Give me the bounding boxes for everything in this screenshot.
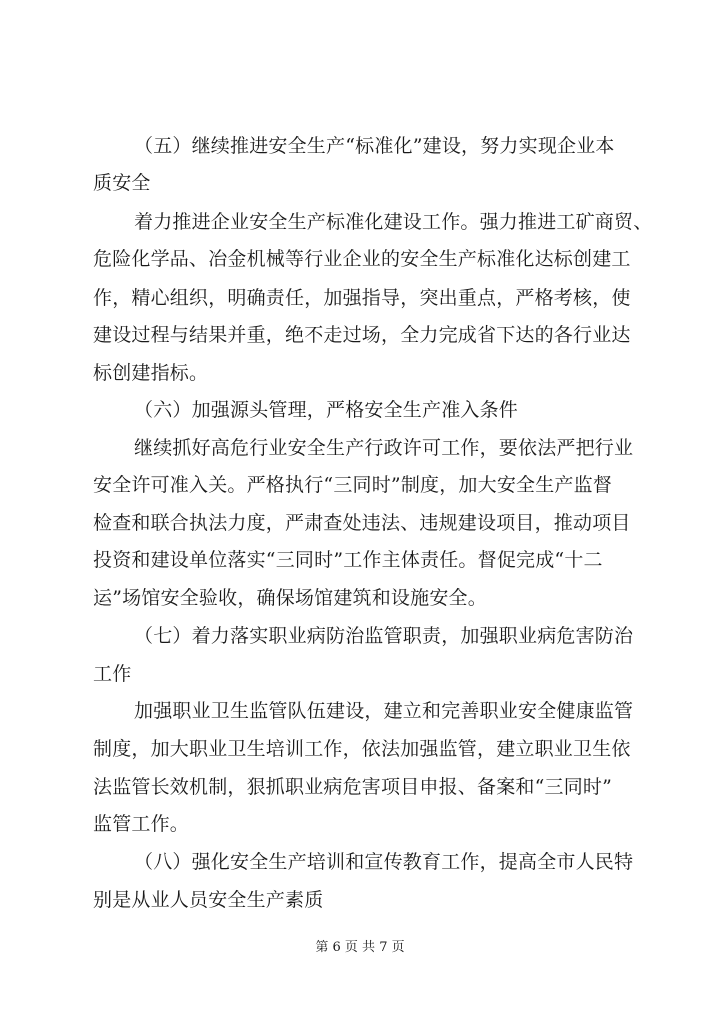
text-line: 质安全 bbox=[93, 172, 151, 194]
text-line: 别是从业人员安全生产素质 bbox=[93, 889, 324, 911]
text-line: 法监管长效机制，狠抓职业病危害项目申报、备案和“三同时” bbox=[93, 776, 613, 798]
text-line: （五）继续推进安全生产“标准化”建设，努力实现企业本 bbox=[134, 135, 615, 157]
text-line: 继续抓好高危行业安全生产行政许可工作，要依法严把行业 bbox=[134, 437, 634, 459]
text-line: 危险化学品、冶金机械等行业企业的安全生产标准化达标创建工 bbox=[93, 248, 631, 270]
text-line: 建设过程与结果并重，绝不走过场，全力完成省下达的各行业达 bbox=[93, 324, 631, 346]
text-line: （八）强化安全生产培训和宣传教育工作，提高全市人民特 bbox=[134, 851, 634, 873]
text-line: 制度，加大职业卫生培训工作，依法加强监管，建立职业卫生依 bbox=[93, 738, 631, 760]
text-line: （七）着力落实职业病防治监管职责，加强职业病危害防治 bbox=[134, 625, 634, 647]
text-line: 监管工作。 bbox=[93, 813, 190, 835]
text-line: 加强职业卫生监管队伍建设，建立和完善职业安全健康监管 bbox=[134, 700, 634, 722]
text-line: 着力推进企业安全生产标准化建设工作。强力推进工矿商贸、 bbox=[134, 211, 653, 233]
text-line: 检查和联合执法力度，严肃查处违法、违规建设项目，推动项目 bbox=[93, 512, 631, 534]
page-number-footer: 第 6 页 共 7 页 bbox=[315, 940, 405, 955]
text-line: 运”场馆安全验收，确保场馆建筑和设施安全。 bbox=[93, 587, 487, 609]
text-line: 作，精心组织，明确责任，加强指导，突出重点，严格考核，使 bbox=[93, 287, 631, 309]
text-line: （六）加强源头管理，严格安全生产准入条件 bbox=[134, 399, 519, 421]
text-line: 标创建指标。 bbox=[93, 362, 209, 384]
text-line: 投资和建设单位落实“三同时”工作主体责任。督促完成“十二 bbox=[93, 549, 603, 571]
text-line: 安全许可准入关。严格执行“三同时”制度，加大安全生产监督 bbox=[93, 474, 613, 496]
text-line: 工作 bbox=[93, 663, 132, 685]
